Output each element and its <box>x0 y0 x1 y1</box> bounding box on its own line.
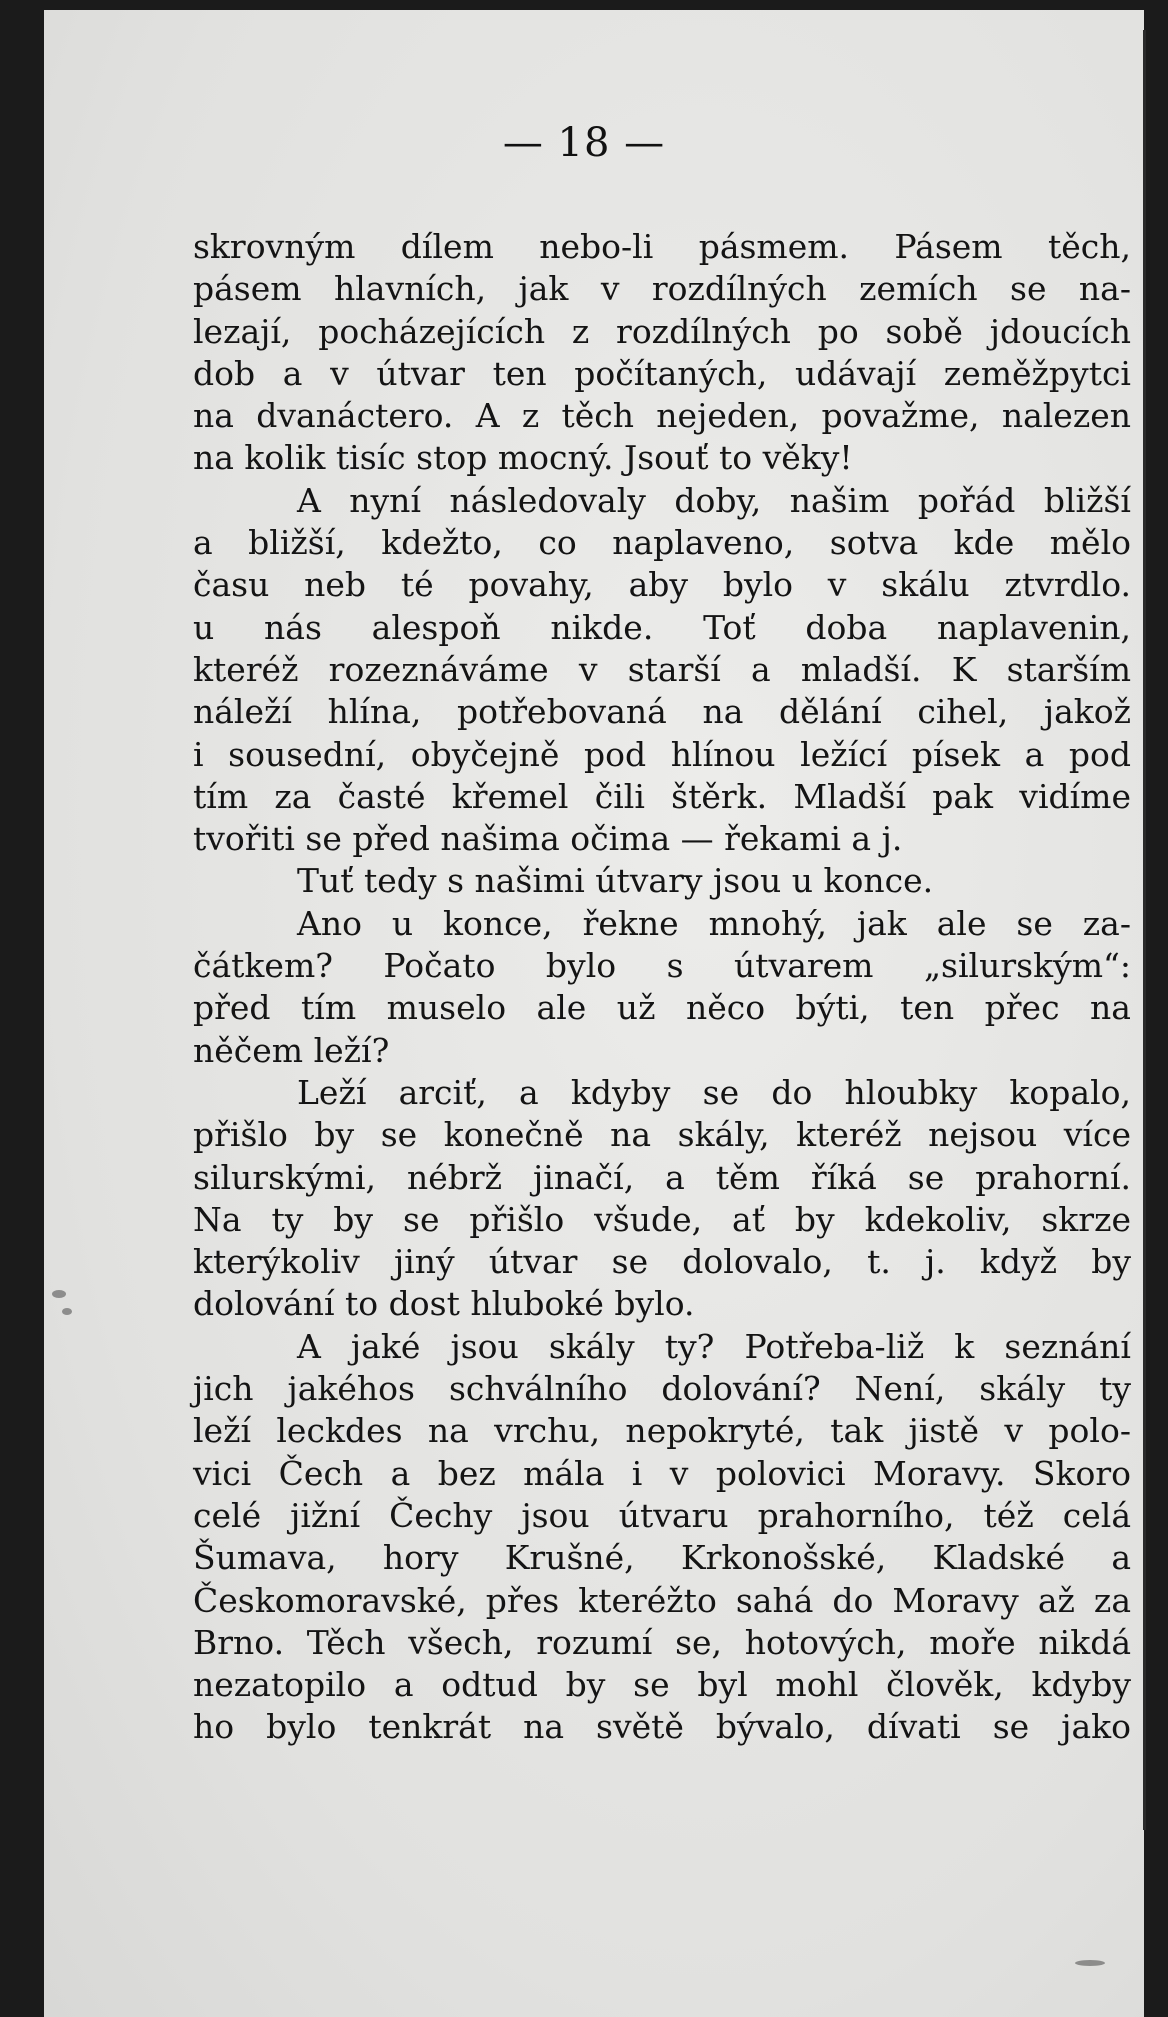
ink-smudge <box>62 1308 72 1315</box>
text-line: celé jižní Čechy jsou útvaru prahorního, též celá <box>193 1495 1131 1535</box>
text-line: lezají, pocházejících z rozdílných po sobě jdoucích <box>193 311 1131 351</box>
text-line: Leží arciť, a kdyby se do hloubky kopalo, <box>297 1072 1131 1112</box>
text-line: Českomoravské, přes kteréžto sahá do Moravy až za <box>193 1580 1131 1620</box>
text-line: pásem hlavních, jak v rozdílných zemích se na- <box>193 269 1131 309</box>
text-line: Šumava, hory Krušné, Krkonošské, Kladské a <box>193 1538 1131 1578</box>
text-line: i sousední, obyčejně pod hlínou ležící písek a pod <box>193 734 1131 774</box>
text-line: skrovným dílem nebo-li pásmem. Pásem těch, <box>193 227 1131 266</box>
text-line: jich jakéhos schválního dolování? Není, skály ty <box>193 1369 1131 1409</box>
text-line: a bližší, kdežto, co naplaveno, sotva kde mělo <box>193 523 1131 563</box>
text-line: času neb té povahy, aby bylo v skálu ztvrdlo. <box>193 565 1131 605</box>
text-line: kteréž rozeznáváme v starší a mladší. K starším <box>193 649 1131 689</box>
text-line: vici Čech a bez mála i v polovici Moravy. Skoro <box>193 1453 1131 1493</box>
text-line: dob a v útvar ten počítaných, udávají zeměžpytci <box>193 353 1131 393</box>
text-line: Brno. Těch všech, rozumí se, hotových, moře nikdá <box>193 1622 1131 1662</box>
text-line: na kolik tisíc stop mocný. Jsouť to věky! <box>193 438 853 478</box>
text-line: něčem leží? <box>193 1030 390 1070</box>
text-line: tím za časté křemel čili štěrk. Mladší pak vidíme <box>193 776 1131 816</box>
text-line: leží leckdes na vrchu, nepokryté, tak jistě v polo- <box>193 1411 1131 1451</box>
text-line: kterýkoliv jiný útvar se dolovalo, t. j. když by <box>193 1242 1131 1282</box>
text-line: čátkem? Počato bylo s útvarem „silurským“: <box>193 946 1131 986</box>
text-line: A jaké jsou skály ty? Potřeba-liž k seznání <box>297 1326 1131 1366</box>
text-line: tvořiti se před našima očima — řekami a j. <box>193 819 903 859</box>
text-line: Tuť tedy s našimi útvary jsou u konce. <box>297 861 934 901</box>
text-line: silurskými, nébrž jinačí, a těm říká se prahorní. <box>193 1157 1131 1197</box>
text-line: na dvanáctero. A z těch nejeden, považme, nalezen <box>193 396 1131 436</box>
text-line: dolování to dost hluboké bylo. <box>193 1284 695 1324</box>
page-number: — 18 — <box>502 120 666 166</box>
body-text <box>193 226 1131 1749</box>
text-line: náleží hlína, potřebovaná na dělání cihel, jakož <box>193 692 1131 732</box>
text-line: přišlo by se konečně na skály, kteréž nejsou více <box>193 1115 1131 1155</box>
text-line: ho bylo tenkrát na světě bývalo, dívati se jako <box>193 1707 1131 1747</box>
ink-smudge <box>1075 1960 1105 1966</box>
text-line: Ano u konce, řekne mnohý, jak ale se za- <box>297 903 1131 943</box>
text-line: u nás alespoň nikde. Toť doba naplavenin, <box>193 607 1131 647</box>
text-line: Na ty by se přišlo všude, ať by kdekoliv, skrze <box>193 1199 1131 1239</box>
ink-smudge <box>52 1290 66 1298</box>
text-line: před tím muselo ale už něco býti, ten přec na <box>193 988 1131 1028</box>
text-line: A nyní následovaly doby, našim pořád bližší <box>297 480 1131 520</box>
text-line: nezatopilo a odtud by se byl mohl člověk, kdyby <box>193 1665 1131 1705</box>
binding-edge <box>1143 30 1146 1830</box>
